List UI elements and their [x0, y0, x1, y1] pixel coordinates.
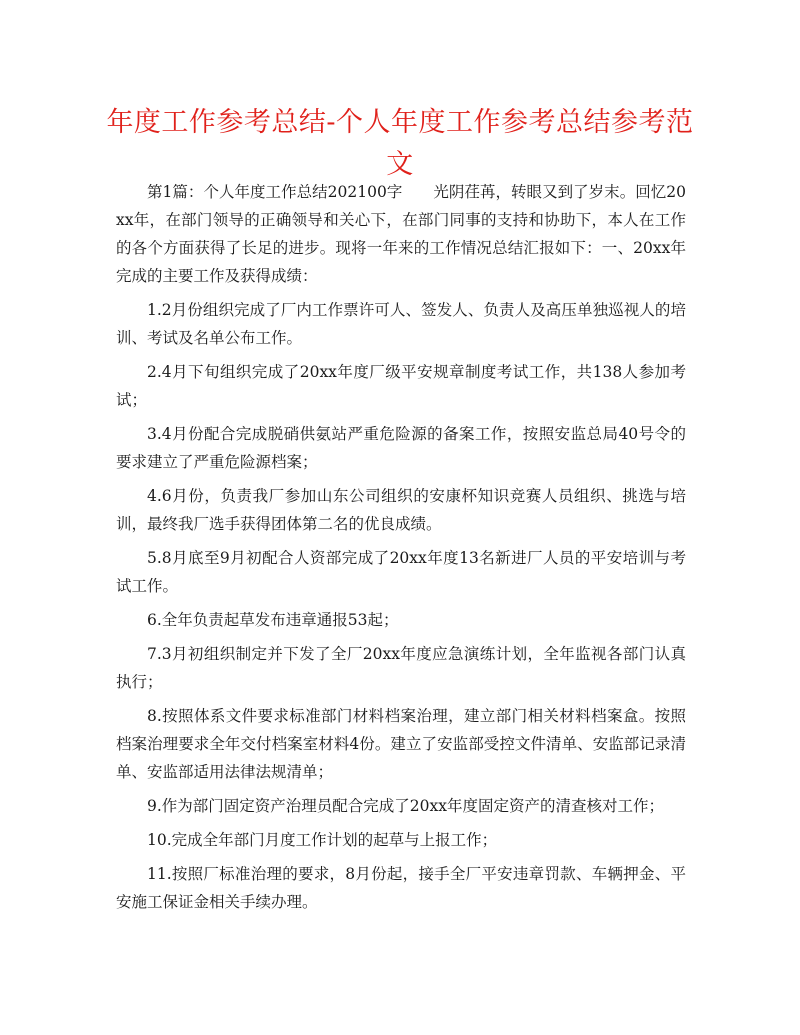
list-item-5: 5.8月底至9月初配合人资部完成了20xx年度13名新进厂人员的平安培训与考试工作。	[116, 549, 686, 595]
document-title: 年度工作参考总结-个人年度工作参考总结参考范文	[106, 107, 694, 180]
list-item-11: 11.按照厂标准治理的要求，8月份起，接手全厂平安违章罚款、车辆押金、平安施工保证金相关手续办理。	[116, 865, 686, 911]
document-body	[116, 178, 686, 922]
list-item-2: 2.4月下旬组织完成了20xx年度厂级平安规章制度考试工作，共138人参加考试；	[116, 363, 686, 409]
list-item-8: 8.按照体系文件要求标准部门材料档案治理，建立部门相关材料档案盒。按照档案治理要求全年交付档案室材料4份。建立了安监部受控文件清单、安监部记录清单、安监部适用法律法规清单；	[116, 707, 686, 781]
list-item-9: 9.作为部门固定资产治理员配合完成了20xx年度固定资产的清查核对工作；	[147, 797, 664, 815]
list-item-10: 10.完成全年部门月度工作计划的起草与上报工作；	[147, 831, 498, 849]
list-item-4: 4.6月份，负责我厂参加山东公司组织的安康杯知识竞赛人员组织、挑选与培训，最终我厂选手获得团体第二名的优良成绩。	[116, 487, 686, 533]
list-item-1: 1.2月份组织完成了厂内工作票许可人、签发人、负责人及高压单独巡视人的培训、考试及名单公布工作。	[116, 301, 686, 347]
list-item-6: 6.全年负责起草发布违章通报53起；	[147, 611, 399, 629]
list-item-7: 7.3月初组织制定并下发了全厂20xx年度应急演练计划，全年监视各部门认真执行；	[116, 645, 686, 691]
intro-paragraph: 第1篇：个人年度工作总结202100字 光阴荏苒，转眼又到了岁末。回忆20xx年，在部门领导的正确领导和关心下，在部门同事的支持和协助下，本人在工作的各个方面获得了长足的进步。现将一年来的工作情况总结汇报如下：一、20xx年完成的主要工作及获得成绩：	[116, 183, 686, 285]
list-item-3: 3.4月份配合完成脱硝供氨站严重危险源的备案工作，按照安监总局40号令的要求建立了严重危险源档案；	[116, 425, 686, 471]
